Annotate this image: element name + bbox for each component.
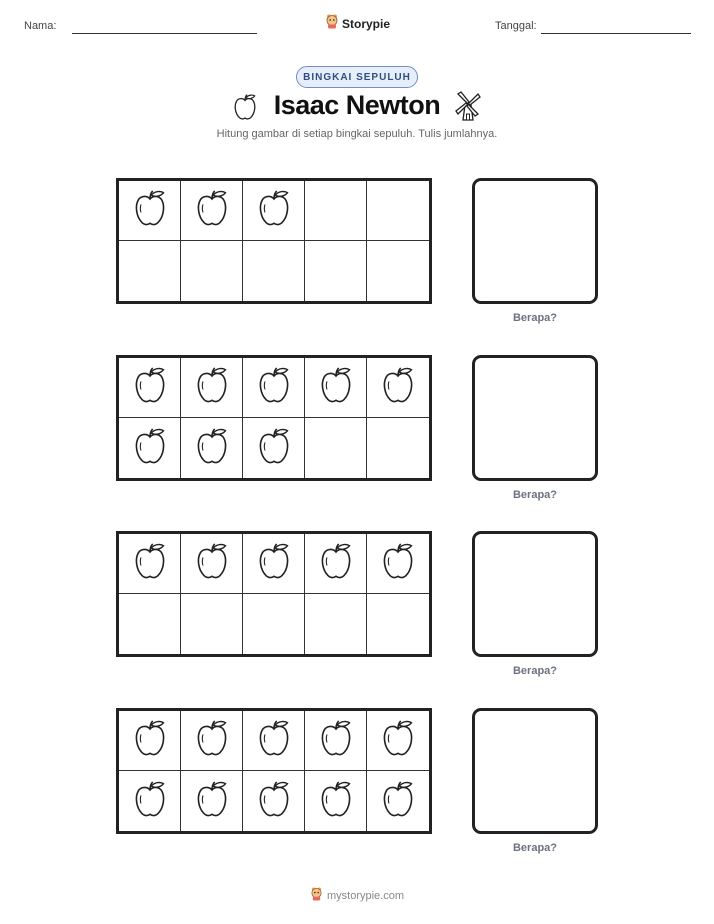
answer-box[interactable] bbox=[472, 355, 598, 481]
apple-icon bbox=[194, 426, 230, 471]
apple-icon bbox=[194, 365, 230, 410]
ten-frame-cell bbox=[243, 594, 305, 654]
ten-frame-cell bbox=[119, 418, 181, 478]
ten-frame bbox=[116, 531, 432, 657]
apple-icon bbox=[318, 718, 354, 763]
apple-icon bbox=[380, 779, 416, 824]
ten-frame-cell bbox=[119, 241, 181, 301]
footer-url: mystorypie.com bbox=[326, 890, 405, 902]
answer-label: Berapa? bbox=[512, 665, 558, 677]
answer-label: Berapa? bbox=[512, 842, 558, 854]
ten-frame-cell bbox=[181, 771, 243, 831]
instruction-text: Hitung gambar di setiap bingkai sepuluh. Tulis jumlahnya. bbox=[216, 128, 498, 140]
ten-frame-cell bbox=[243, 711, 305, 771]
apple-icon bbox=[256, 718, 292, 763]
name-field-line[interactable] bbox=[72, 33, 257, 34]
apple-icon bbox=[318, 541, 354, 586]
ten-frame-cell bbox=[119, 771, 181, 831]
apple-icon bbox=[194, 541, 230, 586]
answer-box[interactable] bbox=[472, 708, 598, 834]
ten-frame-cell bbox=[181, 418, 243, 478]
apple-icon bbox=[318, 365, 354, 410]
apple-icon bbox=[256, 365, 292, 410]
ten-frame-cell bbox=[305, 241, 367, 301]
ten-frame-cell bbox=[181, 181, 243, 241]
apple-icon bbox=[380, 365, 416, 410]
ten-frame-cell bbox=[305, 181, 367, 241]
storypie-mascot-icon bbox=[310, 886, 323, 906]
ten-frame-cell bbox=[367, 241, 429, 301]
ten-frame-cell bbox=[367, 711, 429, 771]
ten-frame-cell bbox=[119, 534, 181, 594]
ten-frame-cell bbox=[367, 181, 429, 241]
ten-frame-cell bbox=[367, 594, 429, 654]
apple-icon bbox=[132, 779, 168, 824]
answer-label: Berapa? bbox=[512, 489, 558, 501]
ten-frame-cell bbox=[367, 771, 429, 831]
ten-frame-cell bbox=[243, 534, 305, 594]
answer-label: Berapa? bbox=[512, 312, 558, 324]
footer bbox=[0, 886, 714, 906]
storypie-mascot-icon bbox=[325, 13, 339, 34]
ten-frame-cell bbox=[119, 181, 181, 241]
windmill-icon bbox=[454, 91, 482, 126]
apple-icon bbox=[132, 426, 168, 471]
ten-frame-cell bbox=[119, 711, 181, 771]
ten-frame-cell bbox=[119, 594, 181, 654]
date-label: Tanggal: bbox=[495, 20, 537, 32]
apple-icon bbox=[256, 188, 292, 233]
brand-name: Storypie bbox=[342, 16, 391, 31]
answer-box[interactable] bbox=[472, 178, 598, 304]
ten-frame-cell bbox=[119, 358, 181, 418]
worksheet-type-badge: BINGKAI SEPULUH bbox=[296, 66, 418, 88]
ten-frame-cell bbox=[367, 418, 429, 478]
apple-icon bbox=[132, 365, 168, 410]
apple-icon bbox=[194, 188, 230, 233]
title-row bbox=[0, 90, 714, 126]
apple-icon bbox=[380, 718, 416, 763]
ten-frame-cell bbox=[305, 418, 367, 478]
ten-frame-cell bbox=[243, 418, 305, 478]
apple-icon bbox=[380, 541, 416, 586]
name-label: Nama: bbox=[24, 20, 57, 32]
ten-frame-cell bbox=[305, 771, 367, 831]
ten-frame-cell bbox=[367, 534, 429, 594]
apple-icon bbox=[256, 426, 292, 471]
apple-icon bbox=[194, 718, 230, 763]
ten-frame-cell bbox=[181, 358, 243, 418]
apple-icon bbox=[318, 779, 354, 824]
apple-icon bbox=[194, 779, 230, 824]
brand-logo bbox=[325, 13, 390, 34]
ten-frame-cell bbox=[243, 358, 305, 418]
ten-frame bbox=[116, 355, 432, 481]
ten-frame-cell bbox=[243, 771, 305, 831]
apple-icon bbox=[132, 541, 168, 586]
page-title: Isaac Newton bbox=[273, 90, 441, 120]
ten-frame-cell bbox=[181, 534, 243, 594]
ten-frame bbox=[116, 708, 432, 834]
ten-frame-cell bbox=[243, 181, 305, 241]
ten-frame-cell bbox=[305, 534, 367, 594]
ten-frame-cell bbox=[181, 594, 243, 654]
ten-frame bbox=[116, 178, 432, 304]
ten-frame-cell bbox=[367, 358, 429, 418]
date-field-line[interactable] bbox=[541, 33, 691, 34]
apple-icon bbox=[132, 718, 168, 763]
ten-frame-cell bbox=[181, 711, 243, 771]
ten-frame-cell bbox=[181, 241, 243, 301]
apple-icon bbox=[256, 779, 292, 824]
ten-frame-cell bbox=[305, 594, 367, 654]
apple-icon bbox=[132, 188, 168, 233]
answer-box[interactable] bbox=[472, 531, 598, 657]
apple-icon bbox=[256, 541, 292, 586]
ten-frame-cell bbox=[305, 711, 367, 771]
ten-frame-cell bbox=[243, 241, 305, 301]
ten-frame-cell bbox=[305, 358, 367, 418]
